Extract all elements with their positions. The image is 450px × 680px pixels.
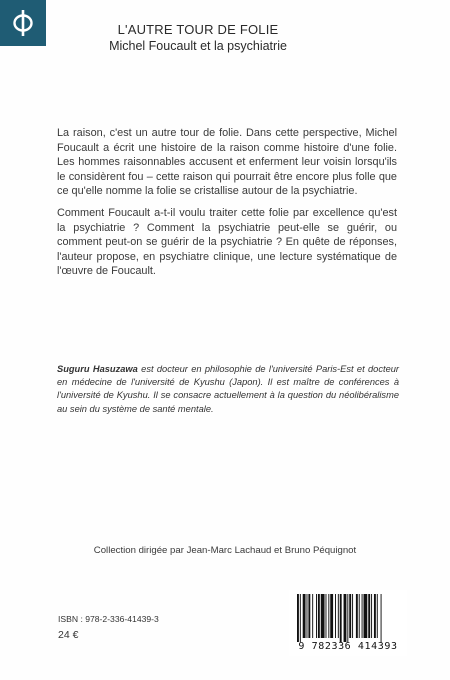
barcode-bar [362,594,363,638]
barcode-bar [349,594,351,638]
barcode-bar [297,594,299,642]
barcode-bars-icon [289,590,407,642]
collection-credit: Collection dirigée par Jean-Marc Lachaud et Bruno Péquignot [93,545,357,556]
blurb-paragraph-1: La raison, c'est un autre tour de folie. Dans cette perspective, Michel Foucault a écrit une histoire de la raison comme histoire d'une folie. Les hommes raisonnables accusent et enferment leur voisin lorsqu'ils le considèrent fou – cette raison qui pourrait être encore plus folle que ce qu'elle nomme la folie se cristallise autour de la psychiatrie. [57,127,397,198]
price: 24 € [58,629,79,641]
barcode-bar [303,594,306,638]
barcode-bar [318,594,320,638]
barcode-bar [321,594,325,638]
author-bio-text: est docteur en philosophie de l'université Paris-Est et docteur en médecine de l'université de Kyushu (Japon). Il est maître de conférences à l'université de Kyushu. Il se consacre actuellement à la question du néolibéralisme au sein du système de santé mentale. [57,364,400,414]
book-subtitle: Michel Foucault et la psychiatrie [109,39,287,53]
barcode-bar [338,594,339,638]
blurb [57,126,397,286]
phi-glyph-icon [8,8,38,38]
phi-logo-icon [0,0,46,46]
author-name: Suguru Hasuzawa [57,364,138,374]
barcode-bar [344,594,347,642]
barcode-bar [340,594,342,642]
book-title: L'AUTRE TOUR DE FOLIE [117,22,279,37]
barcode-bar [326,594,327,638]
barcode-bar [356,594,358,638]
barcode-bar [374,594,376,638]
barcode-bar [328,594,329,638]
barcode-bar [330,594,333,638]
barcode-bar [371,594,372,638]
barcode-bar [300,594,301,642]
barcode-bar [335,594,336,638]
isbn: ISBN : 978-2-336-41439-3 [58,614,159,624]
title-block [98,22,418,54]
barcode-bar [347,594,348,642]
barcode-bar [381,594,382,642]
barcode-bar [352,594,353,638]
author-bio [57,363,399,416]
barcode-bar [359,594,360,638]
barcode-digits: 9 782336 414393 [298,641,398,652]
barcode-bar [308,594,310,638]
barcode-bar [312,594,313,638]
barcode-bar [368,594,370,638]
barcode-bar [307,594,308,638]
blurb-paragraph-2: Comment Foucault a-t-il voulu traiter cette folie par excellence qu'est la psychiatrie ? Comment la psychiatrie peut-elle se guérir, ou comment peut-on se guérir de la psychiatrie ? En quête de réponses, l'auteur propose, en psychiatre clinique, une lecture systématique de l'œuvre de Foucault. [57,206,397,278]
barcode-bar [364,594,368,638]
barcode-bar [316,594,317,638]
barcode [289,590,407,656]
barcode-bar [377,594,378,638]
